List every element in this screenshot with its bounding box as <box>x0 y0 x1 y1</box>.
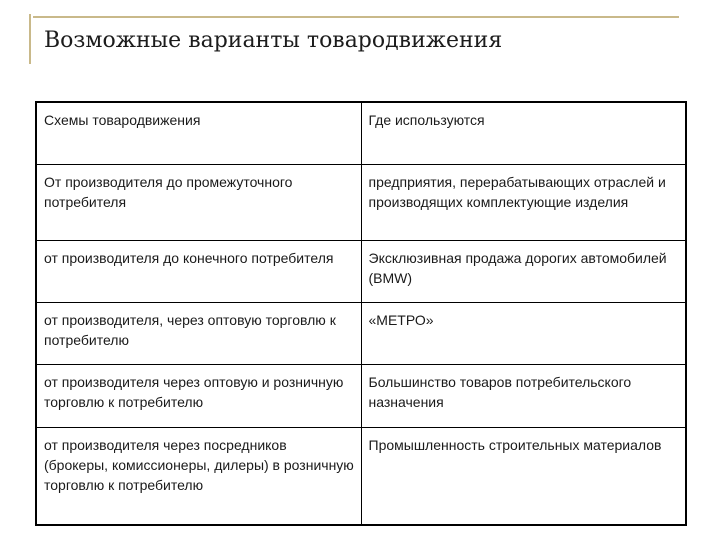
usage-cell: предприятия, перерабатывающих отраслей и производящих комплектующие изделия <box>361 164 686 240</box>
slide-frame-top-line <box>33 16 679 18</box>
table-row <box>36 302 686 364</box>
distribution-schemes-table <box>35 101 687 526</box>
usage-cell: Большинство товаров потребительского назначения <box>361 364 686 427</box>
table-header-row <box>36 102 686 164</box>
usage-cell: Эксклюзивная продажа дорогих автомобилей (BMW) <box>361 240 686 302</box>
header-cell-usage: Где используются <box>361 102 686 164</box>
table-row <box>36 164 686 240</box>
usage-cell: «МЕТРО» <box>361 302 686 364</box>
table-row <box>36 364 686 427</box>
scheme-cell: от производителя до конечного потребителя <box>36 240 361 302</box>
table-row <box>36 427 686 525</box>
table-row <box>36 240 686 302</box>
header-cell-schemes: Схемы товародвижения <box>36 102 361 164</box>
scheme-cell: от производителя, через оптовую торговлю к потребителю <box>36 302 361 364</box>
scheme-cell: от производителя через оптовую и розничную торговлю к потребителю <box>36 364 361 427</box>
scheme-cell: От производителя до промежуточного потребителя <box>36 164 361 240</box>
slide-frame-left-line <box>29 14 31 64</box>
scheme-cell: от производителя через посредников (брокеры, комиссионеры, дилеры) в розничную торговлю к потребителю <box>36 427 361 525</box>
slide-title: Возможные варианты товародвижения <box>44 28 503 53</box>
usage-cell: Промышленность строительных материалов <box>361 427 686 525</box>
